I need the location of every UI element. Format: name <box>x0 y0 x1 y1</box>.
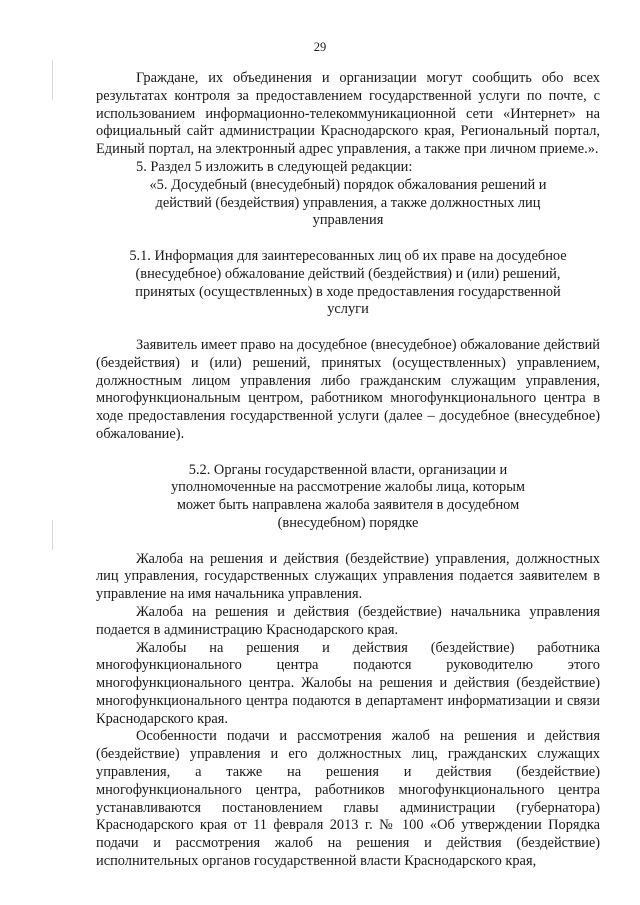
paragraph: Жалобы на решения и действия (бездействие) работника многофункционального центра подаются руководителю этого многофункционального центра. Жалобы на решения и действия (бездействие) многофункционального центра подаются в департамент информатизации и связи Краснодарского края. <box>96 639 600 727</box>
paragraph: Граждане, их объединения и организации могут сообщить обо всех результатах контроля за предоставлением государственной услуги по почте, с использованием информационно-телекоммуникационной сети «Интернет» на официальный сайт администрации Краснодарского края, Региональный портал, Единый портал, на электронный адрес управления, а также при личном приеме.». <box>96 70 600 158</box>
paragraph: 5. Раздел 5 изложить в следующей редакции: <box>136 158 413 175</box>
paragraph: Заявитель имеет право на досудебное (внесудебное) обжалование действий (бездействия) и (или) решений, принятых (осуществленных) управлением, должностным лицом управления либо гражданским служащим управления, многофункциональным центром, работником многофункционального центра в ходе предоставления государственной услуги (далее – досудебное (внесудебное) обжалование). <box>96 336 600 442</box>
document-body <box>96 70 600 871</box>
paragraph: Особенности подачи и рассмотрения жалоб на решения и действия (бездействие) управления и его должностных лиц, гражданских служащих управления, а также на решения и действия (бездействие) многофункционального центра, работников многофункционального центра устанавливаются постановлением главы администрации (губернатора) Краснодарского края от 11 февраля 2013 г. № 100 «Об утверждении Порядка подачи и рассмотрения жалоб на решения и действия (бездействие) исполнительных органов государственной власти Краснодарского края, <box>96 728 600 870</box>
paragraph: Жалоба на решения и действия (бездействие) управления, должностных лиц управления, государственных служащих управления подается заявителем в управление на имя начальника управления. <box>96 550 600 603</box>
paragraph: Жалоба на решения и действия (бездействие) начальника управления подается в администрацию Краснодарского края. <box>96 603 600 638</box>
page-number: 29 <box>313 40 327 54</box>
scan-margin-mark <box>52 60 53 100</box>
section-heading-5: «5. Досудебный (внесудебный) порядок обжалования решений и действий (бездействия) управления, а также должностных лиц управления <box>149 176 547 229</box>
scan-margin-mark <box>52 520 53 550</box>
section-heading-5-1: 5.1. Информация для заинтересованных лиц об их праве на досудебное (внесудебное) обжалование действий (бездействия) и (или) решений, принятых (осуществленных) в ходе предоставления государственной услуги <box>129 247 567 318</box>
section-heading-5-2: 5.2. Органы государственной власти, организации и уполномоченные на рассмотрение жалобы лица, которым может быть направлена жалоба заявителя в досудебном (внесудебном) порядке <box>170 461 526 531</box>
